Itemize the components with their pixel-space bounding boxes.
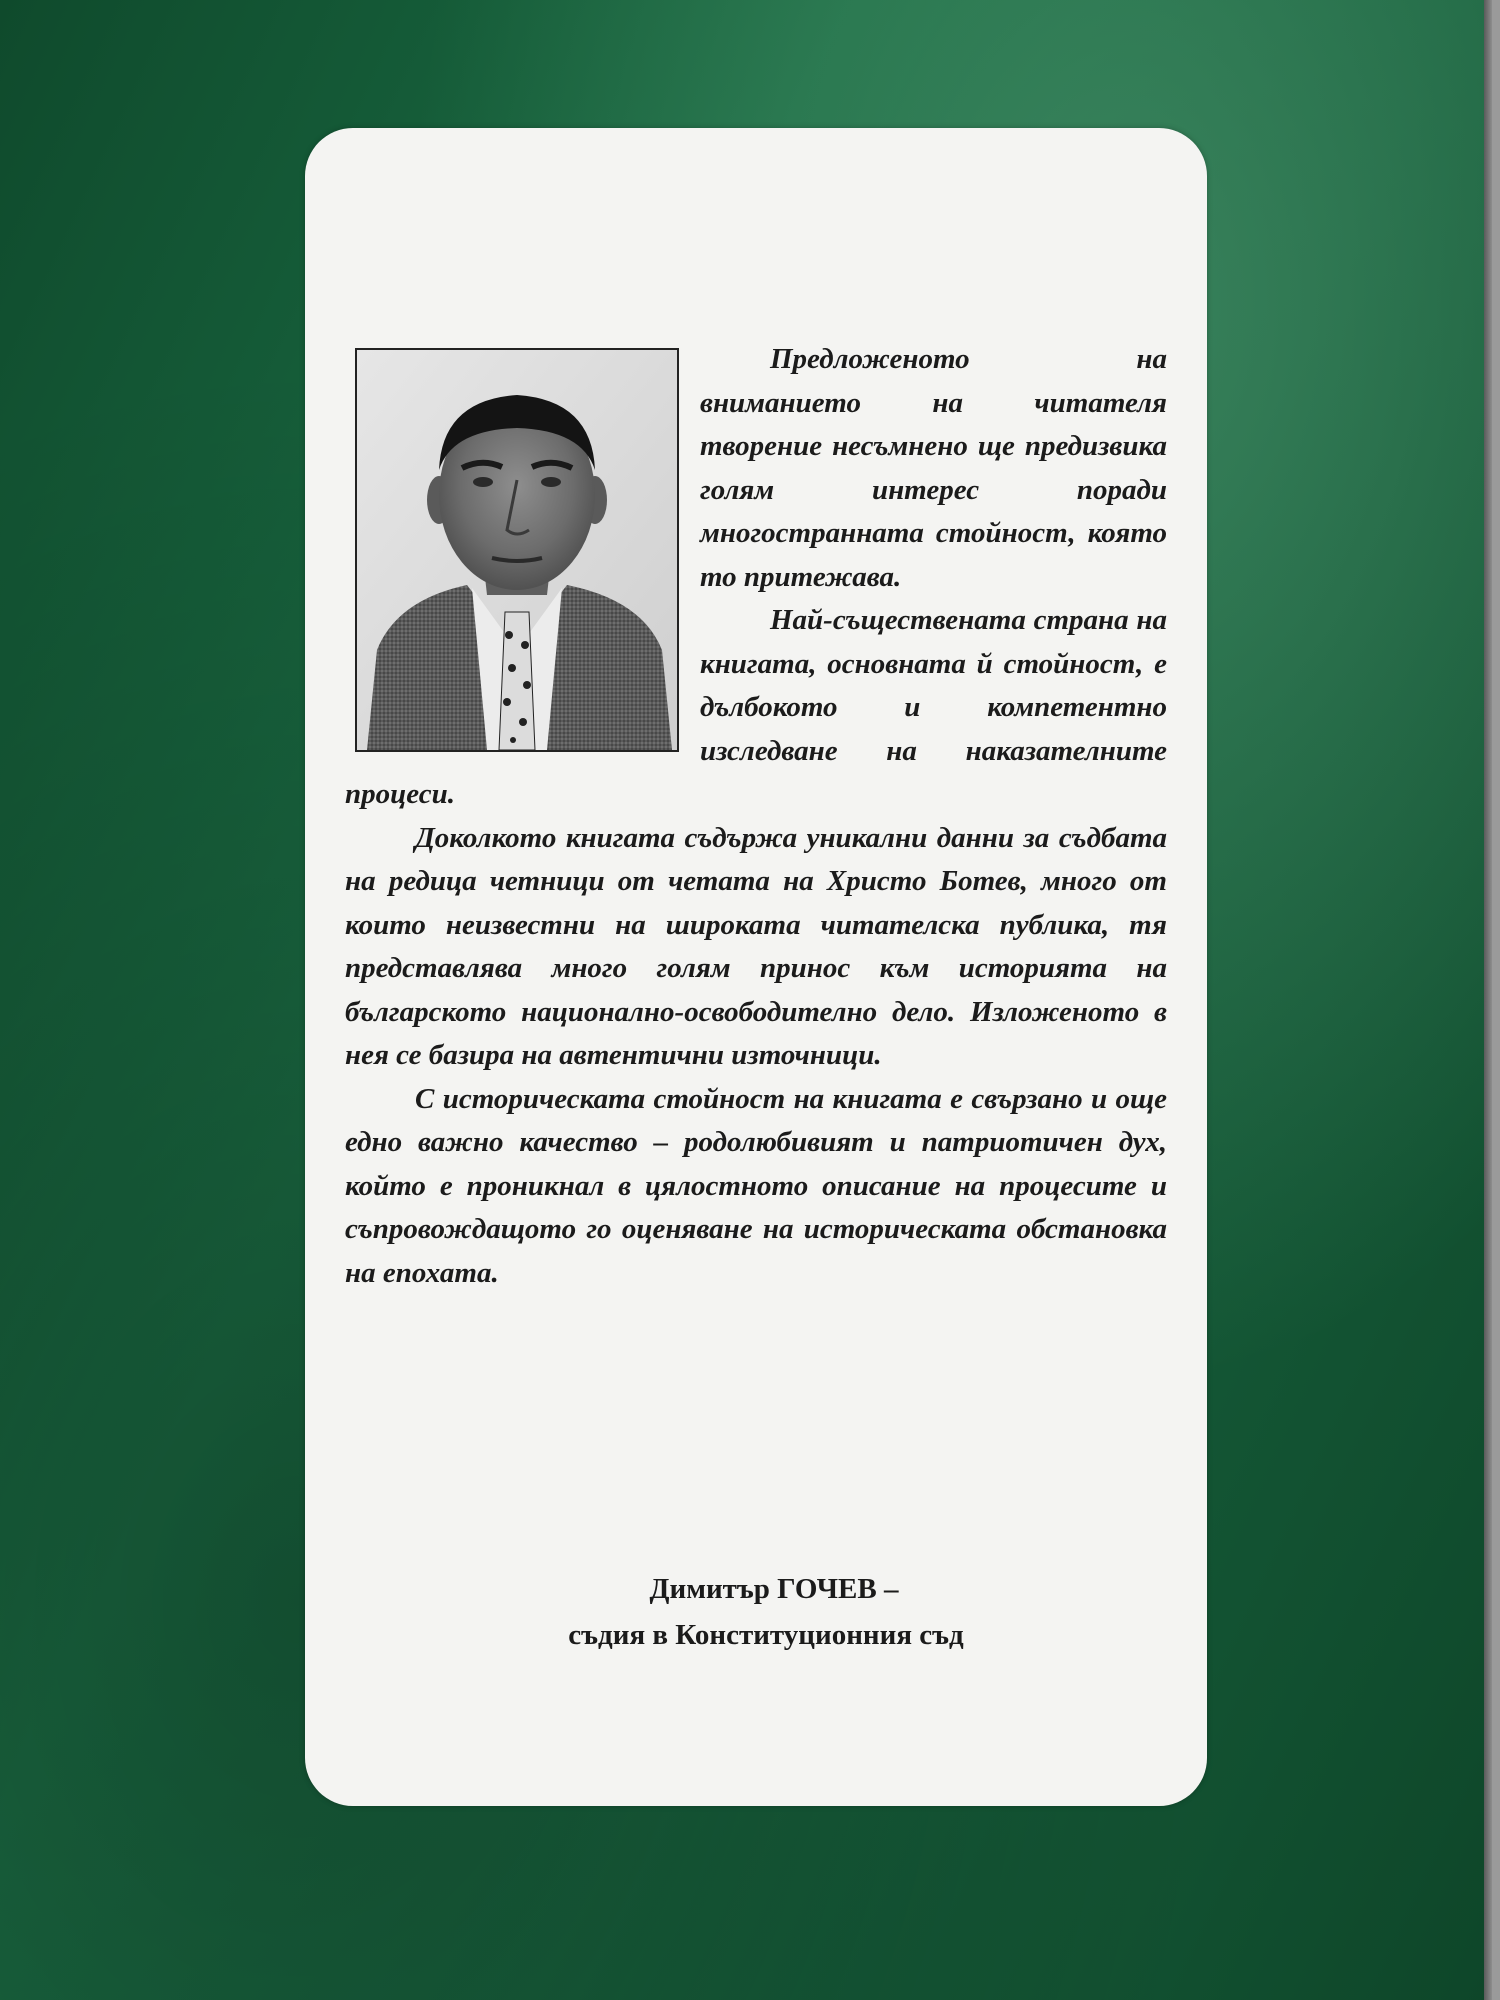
- signature-title: съдия в Конституционния съд: [568, 1619, 964, 1651]
- paragraph-1: Предложеното на вниманието на читателя творение несъмнено ще предизвика голям интерес поради многостранната стойност, която то притежава.: [700, 343, 1167, 593]
- signature: [305, 1566, 1207, 1658]
- paragraph-2: Най-съществената страна на книгата, основната й стойност, е дълбокото и компетентно изследване на наказателните процеси.: [345, 604, 1167, 810]
- foreword-text: [345, 338, 1167, 1295]
- cover-edge: [1484, 0, 1492, 2000]
- text-panel: [305, 128, 1207, 1806]
- paragraph-3: Доколкото книгата съдържа уникални данни за съдбата на редица четници от четата на Христо Ботев, много от които неизвестни на широката читателска публика, тя представлява много голям принос към историята на българското национално-освободително дело. Изложеното в нея се базира на автентични източници.: [345, 821, 1167, 1071]
- portrait-spacer: [345, 338, 700, 773]
- paragraph-4: С историческата стойност на книгата е свързано и още едно важно качество – родолюбивият и патриотичен дух, който е проникнал в цялостното описание на процесите и съпровождащото го оценяване на историческата обстановка на епохата.: [345, 1082, 1167, 1289]
- signature-name: Димитър ГОЧЕВ –: [649, 1573, 899, 1605]
